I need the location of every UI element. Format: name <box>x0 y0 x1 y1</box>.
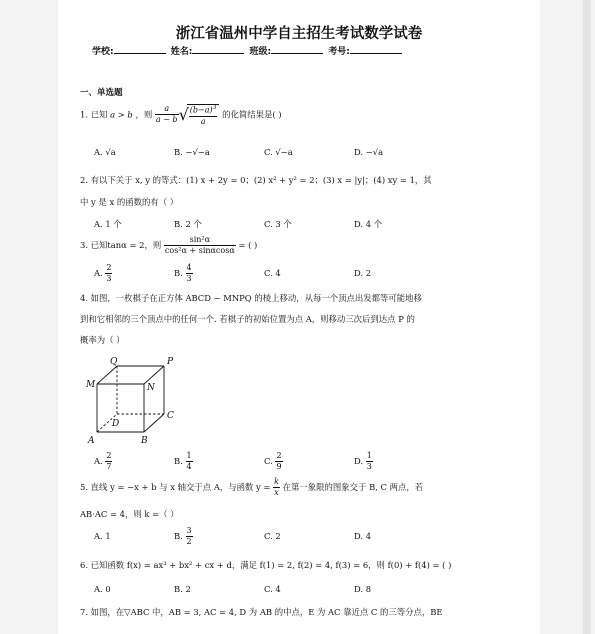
q6-option-a[interactable]: A. 0 <box>94 584 111 594</box>
q2-option-b[interactable]: B. 2 个 <box>174 219 202 229</box>
vertex-label-a: A <box>88 436 95 446</box>
student-info-line <box>92 44 402 57</box>
name-field[interactable] <box>192 45 244 54</box>
q6-option-c[interactable]: C. 4 <box>264 584 281 594</box>
question-2-line-2: 中 y 是 x 的函数的有（ ） <box>80 197 179 207</box>
exam-no-field[interactable] <box>350 45 402 54</box>
q6-option-b[interactable]: B. 2 <box>174 584 191 594</box>
vertex-label-q: Q <box>110 357 118 367</box>
question-1: 1. 已知 a > b ，则 $\frac{a}{a - b}$ √ $\frac{(b-a)^3}{a}$ 的化简结果是( ) <box>80 104 282 126</box>
question-5-line-1: 5. 直线 y = −x + b 与 x 轴交于点 A，与函数 y = $\frac{k}{x}$ 在第一象限的图象交于 B, C 两点，若 <box>80 477 424 497</box>
document-page <box>58 0 540 634</box>
vertex-label-m: M <box>86 380 96 390</box>
question-4-line-3: 概率为（ ） <box>80 335 125 345</box>
class-label: 班级: <box>249 47 272 57</box>
vertex-label-n: N <box>147 383 155 393</box>
cube-diagram <box>84 354 184 446</box>
exam-no-label: 考号: <box>328 47 350 57</box>
q2-option-c[interactable]: C. 3 个 <box>264 219 292 229</box>
q2-option-d[interactable]: D. 4 个 <box>354 219 383 229</box>
edge-NP <box>144 366 164 384</box>
q6-option-d[interactable]: D. 8 <box>354 584 372 594</box>
q3-fraction: $\frac{\text{sin²α}}{\text{cos²α + sinαcosα}}$ <box>164 235 235 255</box>
q1-radicand: $\frac{(b-a)^3}{a}$ <box>187 104 220 126</box>
question-4-line-2: 到和它相邻的三个顶点中的任何一个. 若棋子的初始位置为点 A，则移动三次后到达点 P 的 <box>80 314 415 324</box>
q5-option-a[interactable]: A. 1 <box>94 531 111 541</box>
question-6: 6. 已知函数 f(x) = ax³ + bx² + cx + d，满足 f(1) = 2, f(2) = 4, f(3) = 6，则 f(0) + f(4) = ( ) <box>80 560 452 570</box>
q3-option-c[interactable]: C. 4 <box>264 268 281 278</box>
q4-option-d[interactable]: D. $\frac{1}{3}$ <box>354 451 372 471</box>
q1-option-b[interactable]: B. −√−a <box>174 147 210 157</box>
question-7: 7. 如图，在▽ABC 中，AB = 3, AC = 4, D 为 AB 的中点，E 为 AC 靠近点 C 的三等分点，BE <box>80 607 443 617</box>
vertex-label-d: D <box>112 419 120 429</box>
section-heading: 一、单选题 <box>80 88 123 98</box>
q1-option-a[interactable]: A. √a <box>94 147 116 157</box>
q3-option-b[interactable]: B. $\frac{4}{3}$ <box>174 263 192 283</box>
q1-fraction: $\frac{a}{a - b}$ <box>155 104 178 125</box>
scrollbar[interactable] <box>583 0 591 634</box>
edge-MQ <box>97 366 117 384</box>
q3-option-d[interactable]: D. 2 <box>354 268 372 278</box>
q5-option-d[interactable]: D. 4 <box>354 531 372 541</box>
q1-option-d[interactable]: D. −√a <box>354 147 384 157</box>
school-field[interactable] <box>114 45 166 54</box>
vertex-label-b: B <box>141 436 148 446</box>
page-title: 浙江省温州中学自主招生考试数学试卷 <box>175 26 423 42</box>
question-5-line-2: AB·AC = 4，则 k =（ ） <box>80 509 179 519</box>
q4-option-c[interactable]: C. $\frac{2}{9}$ <box>264 451 282 471</box>
left-gutter <box>0 0 58 634</box>
question-2-line-1: 2. 有以下关于 x, y 的等式：(1) x + 2y = 0；(2) x² + y² = 2；(3) x = |y|；(4) xy = 1，其 <box>80 175 432 185</box>
q5-option-b[interactable]: B. $\frac{3}{2}$ <box>174 526 192 546</box>
vertex-label-p: P <box>167 357 174 367</box>
question-3: 3. 已知tanα = 2，则 $\frac{\text{sin²α}}{\text{cos²α + sinαcosα}}$ = ( ) <box>80 235 258 255</box>
question-4-line-1: 4. 如图，一枚棋子在正方体 ABCD − MNPQ 的棱上移动，从每一个顶点出发都等可能地移 <box>80 293 422 303</box>
q3-option-a[interactable]: A. $\frac{2}{3}$ <box>94 263 112 283</box>
q5-option-c[interactable]: C. 2 <box>264 531 281 541</box>
school-label: 学校: <box>92 47 114 57</box>
q4-option-a[interactable]: A. $\frac{2}{7}$ <box>94 451 112 471</box>
name-label: 姓名: <box>170 47 193 57</box>
vertex-label-c: C <box>167 411 174 421</box>
q4-option-b[interactable]: B. $\frac{1}{4}$ <box>174 451 192 471</box>
q1-option-c[interactable]: C. √−a <box>264 147 293 157</box>
radical-sign: √ <box>178 105 189 125</box>
edge-BC <box>144 414 164 432</box>
class-field[interactable] <box>271 45 323 54</box>
q5-fraction: $\frac{k}{x}$ <box>274 477 279 497</box>
q2-option-a[interactable]: A. 1 个 <box>94 219 122 229</box>
